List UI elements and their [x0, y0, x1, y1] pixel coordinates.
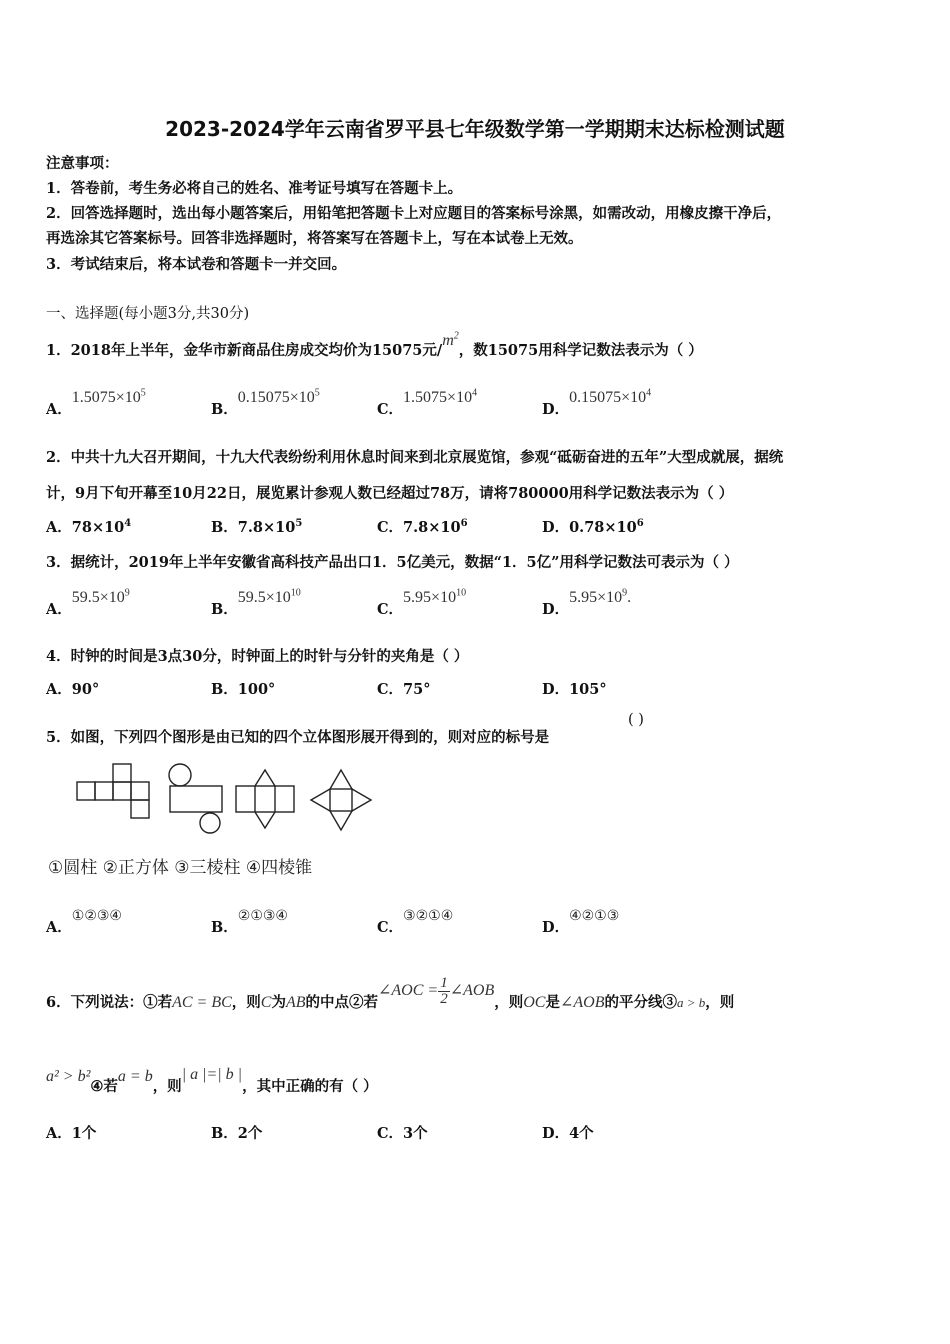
q2-option-b[interactable] [211, 516, 302, 537]
option-label: D． [542, 681, 570, 698]
exponent: 5 [140, 387, 146, 399]
option-value: 90° [71, 681, 100, 698]
option-value: 2个 [237, 1125, 263, 1142]
exponent: 4 [472, 387, 478, 399]
q6-math: C [260, 994, 272, 1012]
q6-text: 为 [271, 994, 286, 1012]
triangular-prism-net-figure [236, 770, 294, 828]
exponent: 10 [290, 587, 301, 599]
q5-answer-paren: ( ) [628, 712, 644, 728]
q1-option-c[interactable] [377, 386, 478, 418]
option-value: 7.8×10 [403, 519, 461, 536]
option-value: 4个 [569, 1125, 594, 1142]
q5-option-b[interactable] [211, 904, 288, 936]
q3-option-c[interactable] [377, 586, 467, 618]
notice-line-2a: 2．回答选择题时，选出每小题答案后，用铅笔把答题卡上对应题目的答案标号涂黑，如需改动，用橡皮擦干净后， [46, 205, 782, 222]
q1-stem [46, 330, 703, 360]
option-value: 100° [237, 681, 276, 698]
q1-stem-b: ，数15075用科学记数法表示为（ ） [458, 342, 703, 359]
q5-option-a[interactable] [46, 904, 122, 936]
q2-stem-a: 2．中共十九大召开期间，十九大代表纷纷利用休息时间来到北京展览馆，参观“砥砺奋进的五年”大型成就展，据统 [46, 449, 784, 466]
option-math: $5.95\times 10^9$. [569, 587, 632, 606]
option-label: A． [46, 601, 72, 618]
option-label: B． [211, 1125, 238, 1142]
q6-text: 是 [545, 994, 560, 1012]
option-label: C． [377, 601, 404, 618]
option-label: D． [542, 919, 570, 936]
option-label: C． [377, 681, 404, 698]
q6-option-a[interactable] [46, 1122, 96, 1143]
option-value: 105° [569, 681, 607, 698]
option-value: ③②①④ [403, 908, 454, 924]
exponent: 5 [314, 387, 320, 399]
q6-math: a = b [117, 1068, 153, 1085]
option-label: D． [542, 601, 570, 618]
q6-fraction [438, 976, 450, 1007]
exponent: 9 [124, 587, 130, 599]
q6-math: ∠AOC = [378, 982, 439, 1000]
option-label: A． [46, 1125, 72, 1142]
q3-stem: 3．据统计，2019年上半年安徽省高科技产品出口1．5亿美元，数据“1．5亿”用科学记数法可表示为（ ） [46, 554, 739, 571]
q3-option-a[interactable] [46, 586, 130, 618]
suffix: . [627, 589, 632, 606]
option-label: B． [211, 919, 238, 936]
exponent: 6 [636, 518, 644, 530]
option-label: B． [211, 681, 238, 698]
option-math: $5.95\times 10^{10}$ [403, 587, 467, 606]
mantissa: 1.5075 [403, 389, 448, 406]
q6-math: a > b [676, 995, 706, 1011]
q5-solids-legend: ①圆柱 ②正方体 ③三棱柱 ④四棱锥 [48, 858, 313, 878]
denominator: 2 [440, 991, 448, 1007]
q5-net-figures [70, 762, 380, 834]
q3-option-b[interactable] [211, 586, 301, 618]
q6-math: ∠AOB [449, 982, 495, 1000]
q1-unit-letter: m [442, 332, 454, 349]
section-heading: 一、选择题(每小题3分,共30分) [46, 306, 250, 322]
q2-option-c[interactable] [377, 516, 468, 537]
q6-text: ，则 [231, 994, 261, 1012]
q2-stem-b: 计，9月下旬开幕至10月22日，展览累计参观人数已经超过78万，请将780000用科学记数法表示为（ ） [46, 485, 734, 502]
q1-stem-a: 1．2018年上半年，金华市新商品住房成交均价为15075元/ [46, 342, 443, 359]
q2-option-d[interactable] [542, 516, 644, 537]
option-label: C． [377, 919, 404, 936]
q6-math: AC = BC [172, 994, 232, 1012]
option-label: A． [46, 919, 72, 936]
q6-text: 6．下列说法：①若 [46, 994, 173, 1012]
option-value: 75° [403, 681, 431, 698]
page-title: 2023-2024学年云南省罗平县七年级数学第一学期期末达标检测试题 [165, 117, 785, 141]
q1-option-d[interactable] [542, 386, 652, 418]
mantissa: 59.5 [71, 589, 100, 606]
option-label: A． [46, 401, 72, 418]
exponent: 4 [646, 387, 652, 399]
mantissa: 0.15075 [569, 389, 622, 406]
notice-line-2b: 再选涂其它答案标号。回答非选择题时，将答案写在答题卡上，写在本试卷上无效。 [46, 230, 583, 247]
exponent: 4 [124, 518, 132, 530]
q5-stem: 5．如图，下列四个图形是由已知的四个立体图形展开得到的，则对应的标号是 [46, 729, 550, 746]
option-label: D． [542, 401, 570, 418]
exponent: 9 [622, 587, 628, 599]
q1-option-b[interactable] [211, 386, 320, 418]
option-label: B． [211, 519, 238, 536]
q6-option-c[interactable] [377, 1122, 428, 1143]
option-math: $1.5075\times 10^4$ [403, 387, 478, 406]
option-value: ①②③④ [71, 908, 122, 924]
mantissa: 5.95 [403, 589, 432, 606]
cylinder-net-figure [169, 764, 222, 833]
q4-option-d[interactable] [542, 678, 607, 699]
option-value: 7.8×10 [237, 519, 296, 536]
option-math: $0.15075\times 10^4$ [569, 387, 652, 406]
q5-option-c[interactable] [377, 904, 454, 936]
q6-text: 的平分线③ [604, 994, 677, 1012]
option-value: 3个 [403, 1125, 428, 1142]
option-label: C． [377, 1125, 404, 1142]
q2-option-a[interactable] [46, 516, 131, 537]
mantissa: 59.5 [237, 589, 266, 606]
q6-math: | a |=| b | [181, 1066, 243, 1083]
q6-option-b[interactable] [211, 1122, 262, 1143]
q6-text: ，则 [152, 1078, 182, 1095]
q3-option-d[interactable] [542, 586, 632, 618]
square-pyramid-net-figure [311, 770, 371, 830]
notice-line-1: 1．答卷前，考生务必将自己的姓名、准考证号填写在答题卡上。 [46, 180, 463, 197]
option-label: A． [46, 519, 72, 536]
q6-angle-expr [378, 975, 495, 1007]
q6-text: ，其中正确的有（ ） [242, 1078, 378, 1095]
q4-option-b[interactable] [211, 678, 275, 699]
q1-unit [442, 332, 459, 349]
option-label: B． [211, 601, 238, 618]
cube-net-figure [77, 764, 149, 818]
option-label: B． [211, 401, 238, 418]
option-label: D． [542, 1125, 570, 1142]
exponent: 10 [456, 587, 467, 599]
option-value: 0.78×10 [569, 519, 637, 536]
q6-math: OC [523, 994, 546, 1012]
option-label: D． [542, 519, 570, 536]
q6-math: AB [285, 994, 306, 1012]
q6-stem-line2 [46, 1066, 378, 1096]
q6-stem-line1 [46, 975, 735, 1019]
q6-text: 的中点②若 [305, 994, 378, 1012]
mantissa: 5.95 [569, 589, 598, 606]
option-math: $0.15075\times 10^5$ [237, 387, 320, 406]
q6-text: ，则 [705, 994, 735, 1012]
q4-option-a[interactable] [46, 678, 99, 699]
option-math: $59.5\times 10^{10}$ [237, 587, 301, 606]
q6-text: ，则 [494, 994, 524, 1012]
option-value: 78×10 [71, 519, 125, 536]
numerator: 1 [440, 975, 448, 991]
exponent: 5 [295, 518, 303, 530]
option-label: A． [46, 681, 72, 698]
q6-math: ∠AOB [559, 994, 605, 1012]
mantissa: 1.5075 [71, 389, 116, 406]
q1-option-a[interactable] [46, 386, 146, 418]
q4-option-c[interactable] [377, 678, 430, 699]
q6-math: a² > b² [46, 1068, 91, 1085]
exponent: 6 [460, 518, 468, 530]
option-math: $1.5075\times 10^5$ [71, 387, 146, 406]
q6-text: ④若 [90, 1078, 118, 1095]
option-value: ④②①③ [569, 908, 620, 924]
q5-option-d[interactable] [542, 904, 620, 936]
option-value: 1个 [71, 1125, 97, 1142]
q4-stem: 4．时钟的时间是3点30分，时钟面上的时针与分针的夹角是（ ） [46, 648, 469, 665]
option-math: $59.5\times 10^9$ [71, 587, 130, 606]
option-value: ②①③④ [237, 908, 288, 924]
notice-line-3: 3．考试结束后，将本试卷和答题卡一并交回。 [46, 256, 347, 273]
option-label: C． [377, 401, 404, 418]
q1-unit-exp: 2 [453, 330, 459, 342]
q6-option-d[interactable] [542, 1122, 594, 1143]
option-label: C． [377, 519, 404, 536]
mantissa: 0.15075 [237, 389, 290, 406]
notice-heading: 注意事项： [46, 155, 119, 172]
